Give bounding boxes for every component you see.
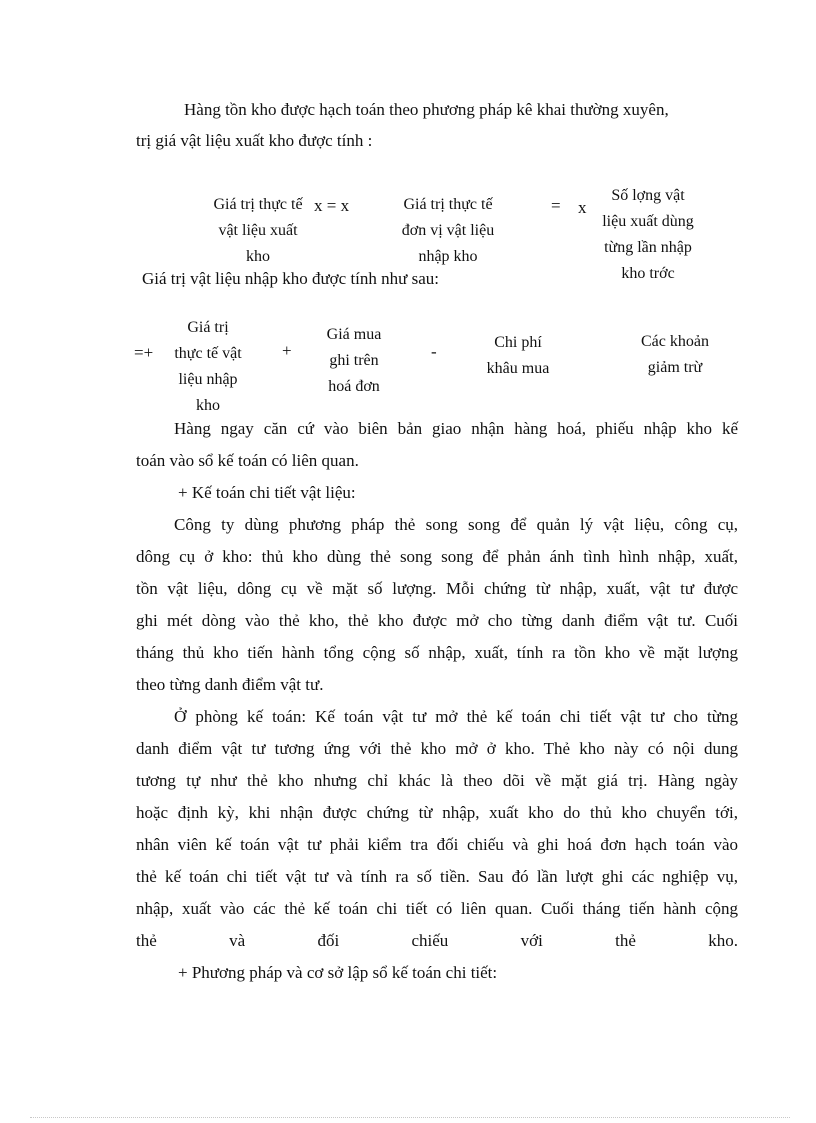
formula1-box-actual-value-out: Giá trị thực tế vật liệu xuất kho [213, 196, 303, 265]
page-bottom-divider [30, 1117, 790, 1118]
para3-line-4: hoặc định kỳ, khi nhận được chứng từ nhập, xuất kho do thủ kho chuyển tới, [136, 803, 738, 822]
para3-line-1: Ở phòng kế toán: Kế toán vật tư mở thẻ kế toán chi tiết vật tư cho từng [174, 707, 738, 726]
para2-line-2: dông cụ ở kho: thủ kho dùng thẻ song song để phản ánh tình hình nhập, xuất, [136, 547, 738, 566]
formula1-operator-2: = [551, 196, 561, 215]
formula1-operator-1: x = x [314, 196, 350, 215]
para2-line-5: tháng thủ kho tiến hành tổng cộng số nhập, xuất, tính ra tồn kho về mặt lượng [136, 643, 738, 662]
para3-line-7: nhập, xuất vào các thẻ kế toán chi tiết có liên quan. Cuối tháng tiến hành cộng [136, 899, 738, 918]
formula2-box-purchase-cost: Chi phí khâu mua [486, 334, 550, 377]
para2-line-4: ghi mét dòng vào thẻ kho, thẻ kho được mở cho từng danh điểm vật tư. Cuối [136, 611, 738, 630]
formula2-box-purchase-price: Giá mua ghi trên hoá đơn [326, 326, 382, 395]
para2-line-6: theo từng danh điểm vật tư. [136, 675, 324, 694]
para3-line-5: nhân viên kế toán vật tư phải kiểm tra đối chiếu và ghi hoá đơn hạch toán vào [136, 835, 738, 854]
intro-line-1: Hàng tồn kho được hạch toán theo phương pháp kê khai thường xuyên, [184, 100, 669, 119]
formula2-box-deductions: Các khoản giảm trừ [641, 333, 709, 376]
formula2-equals: =+ [134, 343, 154, 362]
para2-line-3: tồn vật liệu, dông cụ về mặt số lượng. Mỗi chứng từ nhập, xuất, vật tư được [136, 579, 738, 598]
formula2-minus: - [431, 342, 437, 361]
heading-detail-accounting: + Kế toán chi tiết vật liệu: [178, 483, 356, 502]
formula2-box-actual-value-in: Giá trị thực tế vật liệu nhập kho [174, 319, 242, 414]
para2-line-1: Công ty dùng phương pháp thẻ song song để quản lý vật liệu, công cụ, [174, 515, 738, 534]
para3-line-8: thẻ và đối chiếu với thẻ kho. [136, 931, 738, 950]
formula1-box-unit-value: Giá trị thực tế đơn vị vật liệu nhập kho [401, 196, 495, 265]
para1-line-2: toán vào sổ kế toán có liên quan. [136, 451, 359, 470]
formula1-operator-3: x [578, 198, 587, 217]
para3-line-3: tương tự như thẻ kho nhưng chỉ khác là theo dõi về mặt giá trị. Hàng ngày [136, 771, 738, 790]
para3-line-2: danh điểm vật tư tương ứng với thẻ kho mở ở kho. Thẻ kho này có nội dung [136, 739, 738, 758]
para3-line-6: thẻ kế toán chi tiết vật tư và tính ra số tiền. Sau đó lần lượt ghi các nghiệp vụ, [136, 867, 738, 886]
formula1-box-quantity: Số lợng vật liệu xuất dùng từng lần nhập kho trớc [602, 187, 694, 282]
heading-method: + Phương pháp và cơ sở lập sổ kế toán chi tiết: [178, 963, 498, 982]
formula2-plus: + [282, 341, 292, 360]
para1-line-1: Hàng ngay căn cứ vào biên bản giao nhận hàng hoá, phiếu nhập kho kế [174, 419, 738, 438]
formula2-heading: Giá trị vật liệu nhập kho được tính như sau: [142, 269, 440, 288]
intro-line-2: trị giá vật liệu xuất kho được tính : [136, 131, 373, 150]
